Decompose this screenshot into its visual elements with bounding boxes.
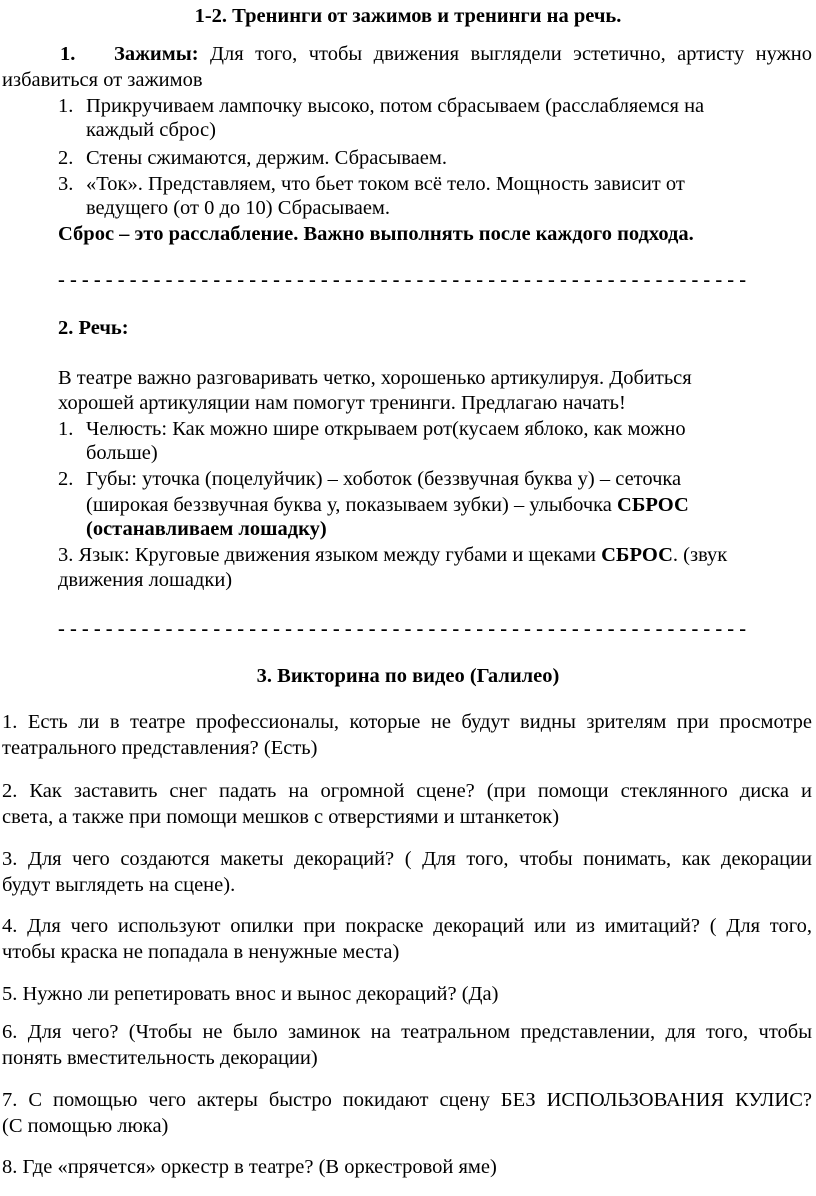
separator-1: - - - - - - - - - - - - - - - - - - - - - - - - - - - - - - - - - - - - - - - - - - - - - - - - - - - - - - - - - -	[58, 269, 747, 291]
question-5: 5. Нужно ли репетировать внос и вынос декораций? (Да)	[2, 983, 499, 1005]
section1-item-3-num: 3.	[58, 173, 74, 195]
section1-item-1-num: 1.	[58, 95, 74, 117]
section2-item-2: Губы: уточка (поцелуйчик) – хоботок (беззвучная буква у) – сеточка	[86, 468, 682, 490]
section2-item-1-num: 1.	[58, 418, 74, 440]
question-7-cont: (С помощью люка)	[2, 1115, 169, 1137]
section2-item-2-cont	[86, 493, 689, 517]
question-6: 6. Для чего? (Чтобы не было заминок на театральном представлении, для того, чтобы	[2, 1021, 812, 1043]
section1-item-3: «Ток». Представляем, что бьет током всё тело. Мощность зависит от	[86, 173, 685, 195]
question-1: 1. Есть ли в театре профессионалы, которые не будут видны зрителям при просмотре	[2, 711, 812, 733]
section1-item-1: Прикручиваем лампочку высоко, потом сбрасываем (расслабляемся на	[86, 95, 705, 117]
section2-item-3-tail: . (звук	[672, 544, 728, 566]
question-2: 2. Как заставить снег падать на огромной сцене? (при помощи стеклянного диска и	[2, 780, 812, 802]
section2-heading: 2. Речь:	[58, 317, 129, 339]
section1-intro	[2, 42, 812, 66]
section2-intro-line1: В театре важно разговаривать четко, хорошенько артикулируя. Добиться	[58, 367, 692, 389]
question-2-cont: света, а также при помощи мешков с отверстиями и штанкеток)	[2, 806, 560, 828]
question-1-cont: театрального представления? (Есть)	[2, 737, 318, 759]
section1-item-1-cont: каждый сброс)	[86, 119, 216, 141]
section2-item-2-num: 2.	[58, 468, 74, 490]
reset-label: СБРОС	[601, 544, 673, 566]
question-3-cont: будут выглядеть на сцене).	[2, 874, 236, 896]
section2-item-3-cont: движения лошадки)	[58, 569, 233, 591]
section1-number: 1.	[60, 43, 76, 65]
section1-item-3-cont: ведущего (от 0 до 10) Сбрасываем.	[86, 197, 391, 219]
section1-intro-line2: избавиться от зажимов	[2, 69, 203, 91]
section1-note: Сброс – это расслабление. Важно выполнять после каждого подхода.	[58, 223, 694, 245]
section1-item-2: Стены сжимаются, держим. Сбрасываем.	[86, 147, 447, 169]
reset-label: СБРОС	[617, 494, 689, 516]
section1-heading: Зажимы:	[114, 43, 199, 65]
section2-item-1-cont: больше)	[86, 442, 158, 464]
section2-item-2-text: (широкая беззвучная буква у, показываем зубки) – улыбочка	[86, 494, 618, 516]
section2-item-1: Челюсть: Как можно шире открываем рот(кусаем яблоко, как можно	[86, 418, 686, 440]
question-8: 8. Где «прячется» оркестр в театре? (В оркестровой яме)	[2, 1156, 497, 1178]
section1-item-2-num: 2.	[58, 147, 74, 169]
page-title: 1-2. Тренинги от зажимов и тренинги на речь.	[194, 5, 622, 27]
question-7: 7. С помощью чего актеры быстро покидают сцену БЕЗ ИСПОЛЬЗОВАНИЯ КУЛИС?	[2, 1089, 812, 1111]
section1-intro-line1: Для того, чтобы движения выглядели эстетично, артисту нужно	[198, 43, 812, 65]
separator-2: - - - - - - - - - - - - - - - - - - - - - - - - - - - - - - - - - - - - - - - - - - - - - - - - - - - - - - - - - -	[58, 618, 747, 640]
section2-item-3-text: 3. Язык: Круговые движения языком между губами и щеками	[58, 544, 602, 566]
section3-heading: 3. Викторина по видео (Галилео)	[256, 665, 560, 687]
section2-item-3	[58, 543, 727, 567]
question-4: 4. Для чего используют опилки при покраске декораций или из имитаций? ( Для того,	[2, 915, 812, 937]
question-4-cont: чтобы краска не попадала в ненужные места)	[2, 941, 400, 963]
section2-intro-line2: хорошей артикуляции нам помогут тренинги. Предлагаю начать!	[58, 392, 626, 414]
section2-item-2-cont2: (останавливаем лошадку)	[86, 518, 327, 540]
question-3: 3. Для чего создаются макеты декораций? ( Для того, чтобы понимать, как декорации	[2, 848, 812, 870]
question-6-cont: понять вместительность декорации)	[2, 1047, 318, 1069]
